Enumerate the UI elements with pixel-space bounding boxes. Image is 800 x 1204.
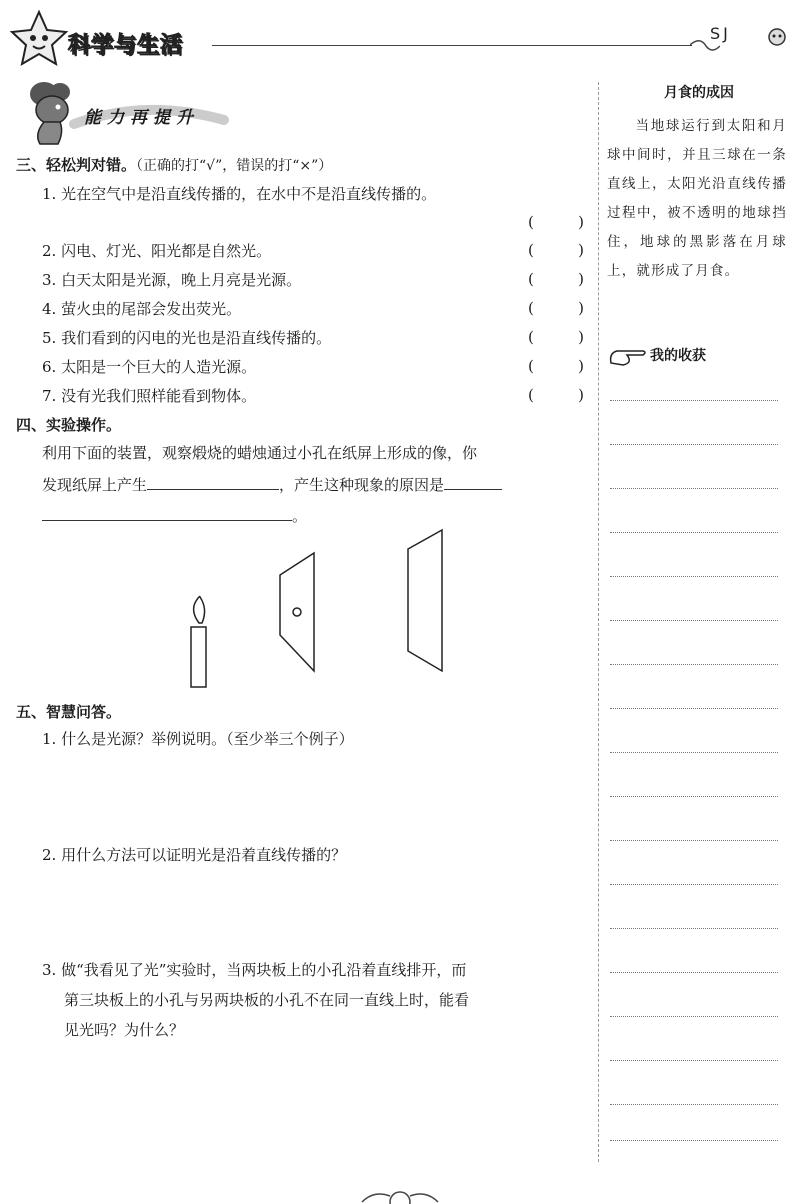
notes-line-5[interactable]	[610, 576, 778, 577]
answer-paren-4[interactable]: ( )	[528, 299, 584, 317]
pinhole-board	[280, 553, 314, 671]
section4-line2	[42, 473, 502, 495]
candle-body	[191, 627, 206, 687]
judge-item-2: 2. 闪电、灯光、阳光都是自然光。	[42, 242, 272, 260]
judge-item-4: 4. 萤火虫的尾部会发出荧光。	[42, 300, 242, 318]
notes-line-16[interactable]	[610, 1060, 778, 1061]
question-2: 2. 用什么方法可以证明光是沿着直线传播的？	[42, 846, 347, 864]
section4-line2-b: ，产生这种现象的原因是	[279, 476, 445, 494]
fill-blank-reason-end[interactable]	[42, 504, 292, 521]
pinhole-apparatus-diagram	[180, 525, 450, 695]
column-divider	[598, 82, 599, 1162]
notes-line-17[interactable]	[610, 1104, 778, 1105]
section3-heading-row	[16, 154, 332, 176]
notes-line-6[interactable]	[610, 620, 778, 621]
judge-item-3: 3. 白天太阳是光源，晚上月亮是光源。	[42, 271, 302, 289]
header-code: SJ	[710, 24, 731, 43]
sidebar-text: 当地球运行到太阳和月球中间时，并且三球在一条直线上，太阳光沿直线传播过程中，被不透明的地球挡住，地球的黑影落在月球上，就形成了月食。	[607, 118, 787, 279]
mascot-small-icon	[762, 22, 792, 52]
section4-line1: 利用下面的装置，观察煅烧的蜡烛通过小孔在纸屏上形成的像，你	[42, 444, 478, 462]
notes-line-4[interactable]	[610, 532, 778, 533]
answer-paren-6[interactable]: ( )	[528, 357, 584, 375]
fill-blank-phenomenon[interactable]	[147, 473, 279, 490]
answer-paren-5[interactable]: ( )	[528, 328, 584, 346]
judge-item-1: 1. 光在空气中是沿直线传播的，在水中不是沿直线传播的。	[42, 185, 437, 203]
section4-line3-end: 。	[292, 507, 308, 525]
pinhole	[293, 608, 301, 616]
answer-paren-1[interactable]: ( )	[528, 213, 584, 231]
notes-line-11[interactable]	[610, 840, 778, 841]
question-3-line3: 见光吗？为什么？	[64, 1021, 185, 1039]
paper-screen	[408, 530, 442, 671]
section3-heading: 三、轻松判对错。	[16, 156, 137, 174]
notes-line-10[interactable]	[610, 796, 778, 797]
harvest-title: 我的收获	[650, 348, 706, 364]
answer-paren-3[interactable]: ( )	[528, 270, 584, 288]
question-3-line2: 第三块板上的小孔与另两块板的小孔不在同一直线上时，能看	[64, 991, 470, 1009]
notes-line-14[interactable]	[610, 972, 778, 973]
notes-line-1[interactable]	[610, 400, 778, 401]
judge-item-5: 5. 我们看到的闪电的光也是沿直线传播的。	[42, 329, 332, 347]
section3-note: （正确的打“√”，错误的打“×”）	[136, 158, 333, 174]
notes-line-3[interactable]	[610, 488, 778, 489]
section4-line2-a: 发现纸屏上产生	[42, 476, 148, 494]
notes-line-7[interactable]	[610, 664, 778, 665]
notes-line-15[interactable]	[610, 1016, 778, 1017]
header-rule	[212, 45, 692, 46]
judge-item-7: 7. 没有光我们照样能看到物体。	[42, 387, 257, 405]
answer-paren-7[interactable]: ( )	[528, 386, 584, 404]
candle-flame	[194, 597, 205, 624]
banner-title: 能力再提升	[84, 108, 199, 128]
question-3-line1: 3. 做“我看见了光”实验时，当两块板上的小孔沿着直线排开，而	[42, 961, 467, 979]
notes-line-2[interactable]	[610, 444, 778, 445]
sidebar-title: 月食的成因	[664, 85, 734, 101]
header-title: 科学与生活	[68, 33, 184, 58]
answer-paren-2[interactable]: ( )	[528, 241, 584, 259]
notes-line-9[interactable]	[610, 752, 778, 753]
page-number-ornament	[360, 1188, 440, 1204]
notes-line-12[interactable]	[610, 884, 778, 885]
notes-line-13[interactable]	[610, 928, 778, 929]
star-mascot-icon	[6, 8, 72, 70]
section5-heading: 五、智慧问答。	[16, 703, 122, 721]
pointing-hand-icon	[607, 343, 651, 369]
question-1: 1. 什么是光源？举例说明。（至少举三个例子）	[42, 730, 354, 748]
section4-line3	[42, 504, 307, 526]
section4-heading: 四、实验操作。	[16, 416, 122, 434]
notes-line-18[interactable]	[610, 1140, 778, 1141]
judge-item-6: 6. 太阳是一个巨大的人造光源。	[42, 358, 257, 376]
notes-line-8[interactable]	[610, 708, 778, 709]
fill-blank-reason-start[interactable]	[444, 473, 502, 490]
